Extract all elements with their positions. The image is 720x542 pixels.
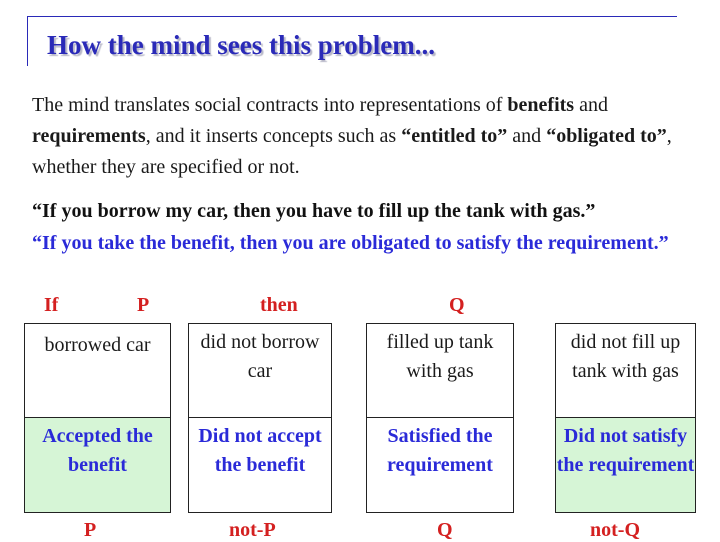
intro-text-1: The mind translates social contracts into representations of (32, 94, 508, 116)
benefit-quote: “If you take the benefit, then you are obligated to satisfy the requirement.” (32, 232, 669, 254)
card-q (366, 323, 514, 513)
card-not-q-top: did not fill up tank with gas (556, 324, 695, 418)
label-q-bottom: Q (437, 519, 453, 541)
intro-text-3: , and it inserts concepts such as (145, 125, 402, 147)
card-not-q (555, 323, 696, 513)
label-not-q-bottom: not-Q (590, 519, 640, 541)
card-p-top: borrowed car (25, 324, 170, 418)
card-q-top: filled up tank with gas (367, 324, 513, 418)
intro-bold-requirements: requirements (32, 125, 146, 147)
intro-bold-benefits: benefits (507, 94, 575, 116)
card-p (24, 323, 171, 513)
intro-text-2: and (574, 94, 608, 116)
car-quote: “If you borrow my car, then you have to fill up the tank with gas.” (32, 200, 596, 222)
label-p-top: P (137, 294, 150, 316)
intro-bold-obligated: “obligated to” (546, 125, 667, 147)
intro-paragraph (32, 90, 712, 183)
card-not-p (188, 323, 332, 513)
card-q-bottom: Satisfied the requirement (387, 425, 493, 476)
intro-text-4: and (507, 125, 547, 147)
card-not-p-bottom: Did not accept the benefit (198, 425, 322, 476)
card-p-bottom: Accepted the benefit (25, 418, 170, 512)
card-not-q-bottom: Did not satisfy the requirement (556, 418, 695, 512)
intro-text-5: , whether they are specified or not. (32, 125, 672, 178)
label-q-top: Q (449, 294, 465, 316)
label-not-p-bottom: not-P (229, 519, 276, 541)
label-if: If (44, 294, 59, 316)
card-not-p-top: did not borrow car (189, 324, 331, 418)
label-p-bottom: P (84, 519, 97, 541)
intro-bold-entitled: “entitled to” (401, 125, 508, 147)
page-title: How the mind sees this problem... (47, 30, 436, 60)
label-then: then (260, 294, 298, 316)
